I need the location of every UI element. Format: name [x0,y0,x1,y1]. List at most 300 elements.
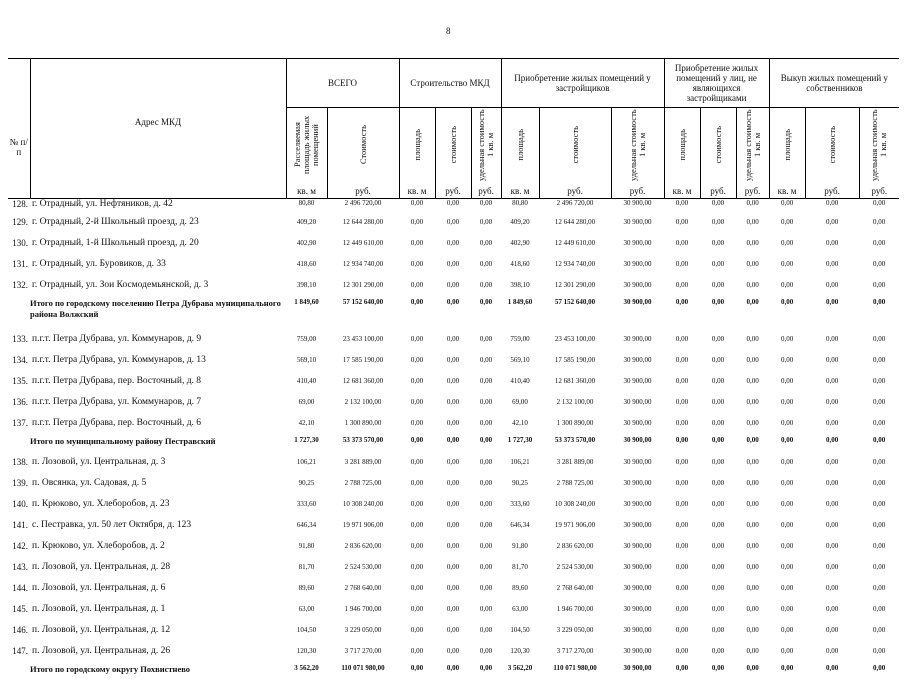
cell-o-cost: 0,00 [700,253,736,274]
cell-d-area: 569,10 [501,349,539,370]
cell-o-cost: 0,00 [700,412,736,433]
cell-d-unit: 30 900,00 [611,253,664,274]
cell-o-area: 0,00 [664,370,700,391]
header-buyout-area: площадь [783,129,792,161]
cell-cost: 2 768 640,00 [327,577,399,598]
cell-d-cost: 12 934 740,00 [539,253,611,274]
cell-b-cost: 0,00 [435,253,471,274]
header-dev-unit: удельная стоимость 1 кв. м [629,108,647,182]
cell-r-unit: 0,00 [859,370,899,391]
cell-d-area: 81,70 [501,556,539,577]
cell-o-cost: 0,00 [700,328,736,349]
unit-label: кв. м [501,184,539,199]
cell-d-cost: 12 644 280,00 [539,211,611,232]
cell-d-area: 91,80 [501,535,539,556]
cell-area: 402,90 [286,232,327,253]
cell-r-area: 0,00 [769,619,805,640]
cell-d-area: 402,90 [501,232,539,253]
cell-r-cost: 0,00 [805,328,859,349]
header-total-area: Расселяемая площадь жилых помещений [293,108,320,182]
total-row [8,295,899,328]
cell-b-unit: 0,00 [471,433,501,451]
unit-label: руб. [805,184,859,199]
cell-b-area: 0,00 [399,295,435,328]
cell-area: 42,10 [286,412,327,433]
cell-area: 1 727,30 [286,433,327,451]
cell-d-area: 89,60 [501,577,539,598]
cell-r-area: 0,00 [769,577,805,598]
row-address: г. Отрадный, ул. Зои Космодемьянской, д. 3 [30,274,286,295]
total-row [8,661,899,679]
cell-cost: 12 449 610,00 [327,232,399,253]
cell-r-unit: 0,00 [859,619,899,640]
row-number: 132. [8,274,30,295]
cell-area: 646,34 [286,514,327,535]
cell-r-cost: 0,00 [805,433,859,451]
cell-d-area: 398,10 [501,274,539,295]
cell-o-unit: 0,00 [736,535,769,556]
cell-r-unit: 0,00 [859,598,899,619]
cell-r-area: 0,00 [769,328,805,349]
cell-cost: 2 496 720,00 [327,199,399,212]
cell-o-area: 0,00 [664,412,700,433]
cell-b-cost: 0,00 [435,661,471,679]
cell-b-unit: 0,00 [471,556,501,577]
cell-r-area: 0,00 [769,433,805,451]
cell-d-area: 63,00 [501,598,539,619]
cell-r-cost: 0,00 [805,232,859,253]
cell-d-cost: 23 453 100,00 [539,328,611,349]
cell-d-cost: 2 496 720,00 [539,199,611,212]
cell-r-cost: 0,00 [805,295,859,328]
cell-o-cost: 0,00 [700,370,736,391]
cell-r-cost: 0,00 [805,412,859,433]
cell-cost: 23 453 100,00 [327,328,399,349]
cell-r-unit: 0,00 [859,451,899,472]
cell-d-unit: 30 900,00 [611,391,664,412]
cell-d-unit: 30 900,00 [611,328,664,349]
cell-r-unit: 0,00 [859,295,899,328]
cell-area: 63,00 [286,598,327,619]
cell-r-area: 0,00 [769,493,805,514]
cell-d-area: 333,60 [501,493,539,514]
row-number: 131. [8,253,30,274]
table-row [8,391,899,412]
cell-o-cost: 0,00 [700,232,736,253]
table-row [8,451,899,472]
cell-area: 80,80 [286,199,327,212]
cell-area: 120,30 [286,640,327,661]
cell-r-unit: 0,00 [859,199,899,212]
header-total-cost: Стоимость [359,125,368,164]
cell-d-unit: 30 900,00 [611,232,664,253]
header-group-developers: Приобретение жилых помещений у застройщиков [501,59,664,108]
cell-cost: 3 717 270,00 [327,640,399,661]
cell-o-unit: 0,00 [736,577,769,598]
unit-label: кв. м [664,184,700,199]
table-row [8,370,899,391]
unit-label: руб. [736,184,769,199]
cell-d-unit: 30 900,00 [611,556,664,577]
cell-d-area: 759,00 [501,328,539,349]
cell-d-unit: 30 900,00 [611,349,664,370]
cell-o-unit: 0,00 [736,211,769,232]
cell-o-area: 0,00 [664,232,700,253]
cell-r-cost: 0,00 [805,535,859,556]
table-row [8,556,899,577]
cell-d-cost: 2 524 530,00 [539,556,611,577]
page-number: 8 [446,26,451,36]
cell-b-cost: 0,00 [435,295,471,328]
header-nondev-cost: стоимость [714,126,723,163]
cell-b-unit: 0,00 [471,328,501,349]
table-row [8,535,899,556]
unit-label: руб. [859,184,899,199]
table-row [8,412,899,433]
cell-d-area: 3 562,20 [501,661,539,679]
cell-b-unit: 0,00 [471,232,501,253]
cell-r-cost: 0,00 [805,514,859,535]
cell-d-area: 80,80 [501,199,539,212]
total-label: Итого по городскому округу Похвистнево [8,661,286,679]
unit-label: руб. [539,184,611,199]
cell-r-cost: 0,00 [805,199,859,212]
cell-b-unit: 0,00 [471,274,501,295]
cell-d-area: 409,20 [501,211,539,232]
cell-cost: 1 946 700,00 [327,598,399,619]
cell-b-unit: 0,00 [471,514,501,535]
cell-r-area: 0,00 [769,295,805,328]
header-build-cost: стоимость [449,126,458,163]
cell-r-unit: 0,00 [859,556,899,577]
cell-d-cost: 17 585 190,00 [539,349,611,370]
cell-r-cost: 0,00 [805,253,859,274]
cell-cost: 2 524 530,00 [327,556,399,577]
cell-o-area: 0,00 [664,640,700,661]
cell-d-area: 1 727,30 [501,433,539,451]
cell-o-unit: 0,00 [736,274,769,295]
cell-b-cost: 0,00 [435,274,471,295]
cell-cost: 110 071 980,00 [327,661,399,679]
cell-cost: 2 788 725,00 [327,472,399,493]
cell-o-cost: 0,00 [700,295,736,328]
cell-b-cost: 0,00 [435,514,471,535]
cell-r-cost: 0,00 [805,274,859,295]
cell-r-unit: 0,00 [859,514,899,535]
cell-r-cost: 0,00 [805,370,859,391]
cell-b-unit: 0,00 [471,199,501,212]
cell-d-area: 69,00 [501,391,539,412]
cell-o-cost: 0,00 [700,472,736,493]
cell-d-cost: 2 836 620,00 [539,535,611,556]
cell-d-area: 1 849,60 [501,295,539,328]
cell-r-area: 0,00 [769,274,805,295]
unit-label: руб. [471,184,501,199]
cell-o-unit: 0,00 [736,472,769,493]
row-address: п.г.т. Петра Дубрава, ул. Коммунаров, д. 9 [30,328,286,349]
cell-o-unit: 0,00 [736,451,769,472]
cell-d-cost: 2 768 640,00 [539,577,611,598]
cell-r-unit: 0,00 [859,661,899,679]
header-group-nondevelopers: Приобретение жилых помещений у лиц, не являющихся застройщиками [664,59,769,108]
cell-o-area: 0,00 [664,295,700,328]
cell-r-unit: 0,00 [859,391,899,412]
cell-area: 333,60 [286,493,327,514]
cell-o-cost: 0,00 [700,661,736,679]
cell-d-cost: 12 449 610,00 [539,232,611,253]
cell-o-area: 0,00 [664,472,700,493]
cell-d-cost: 53 373 570,00 [539,433,611,451]
cell-area: 759,00 [286,328,327,349]
cell-b-area: 0,00 [399,514,435,535]
row-number: 143. [8,556,30,577]
cell-o-cost: 0,00 [700,493,736,514]
row-address: п.г.т. Петра Дубрава, ул. Коммунаров, д. 7 [30,391,286,412]
cell-o-unit: 0,00 [736,493,769,514]
table-row [8,514,899,535]
cell-o-unit: 0,00 [736,253,769,274]
cell-r-cost: 0,00 [805,640,859,661]
row-address: п.г.т. Петра Дубрава, пер. Восточный, д. 8 [30,370,286,391]
total-label: Итого по городскому поселению Петра Дубрава муниципального района Волжский [8,295,286,328]
cell-b-unit: 0,00 [471,370,501,391]
header-buyout-cost: стоимость [828,126,837,163]
cell-d-unit: 30 900,00 [611,199,664,212]
cell-area: 410,40 [286,370,327,391]
row-address: п. Лозовой, ул. Центральная, д. 26 [30,640,286,661]
unit-label: кв. м [399,184,435,199]
cell-b-cost: 0,00 [435,391,471,412]
cell-b-area: 0,00 [399,493,435,514]
resettlement-table [8,58,899,679]
cell-r-area: 0,00 [769,661,805,679]
cell-o-unit: 0,00 [736,370,769,391]
cell-d-unit: 30 900,00 [611,412,664,433]
table-row [8,577,899,598]
cell-cost: 17 585 190,00 [327,349,399,370]
row-number: 135. [8,370,30,391]
cell-d-area: 104,50 [501,619,539,640]
cell-r-area: 0,00 [769,451,805,472]
cell-o-area: 0,00 [664,556,700,577]
row-number: 140. [8,493,30,514]
header-dev-cost: стоимость [571,126,580,163]
cell-b-area: 0,00 [399,577,435,598]
cell-b-area: 0,00 [399,451,435,472]
cell-o-area: 0,00 [664,433,700,451]
header-address: Адрес МКД [30,59,286,185]
cell-area: 1 849,60 [286,295,327,328]
cell-o-unit: 0,00 [736,556,769,577]
cell-cost: 12 681 360,00 [327,370,399,391]
row-address: п. Лозовой, ул. Центральная, д. 3 [30,451,286,472]
cell-d-unit: 30 900,00 [611,211,664,232]
cell-cost: 12 301 290,00 [327,274,399,295]
cell-b-area: 0,00 [399,472,435,493]
cell-o-cost: 0,00 [700,598,736,619]
cell-r-area: 0,00 [769,640,805,661]
header-build-unit: удельная стоимость 1 кв. м [477,108,495,182]
unit-label: кв. м [286,184,327,199]
cell-o-unit: 0,00 [736,349,769,370]
row-address: г. Отрадный, 1-й Школьный проезд, д. 20 [30,232,286,253]
cell-b-area: 0,00 [399,619,435,640]
row-number: 142. [8,535,30,556]
cell-r-cost: 0,00 [805,349,859,370]
cell-area: 69,00 [286,391,327,412]
cell-b-unit: 0,00 [471,598,501,619]
cell-area: 104,50 [286,619,327,640]
table-row [8,349,899,370]
cell-cost: 12 644 280,00 [327,211,399,232]
table-row [8,493,899,514]
cell-r-unit: 0,00 [859,535,899,556]
cell-r-cost: 0,00 [805,577,859,598]
cell-r-cost: 0,00 [805,598,859,619]
row-address: г. Отрадный, ул. Нефтяников, д. 42 [30,199,286,212]
cell-d-cost: 2 788 725,00 [539,472,611,493]
header-nondev-unit: удельная стоимость 1 кв. м [744,108,762,182]
row-number: 144. [8,577,30,598]
cell-d-unit: 30 900,00 [611,295,664,328]
cell-b-unit: 0,00 [471,535,501,556]
row-number: 128. [8,199,30,212]
row-address: п. Крюково, ул. Хлеборобов, д. 2 [30,535,286,556]
cell-d-unit: 30 900,00 [611,493,664,514]
row-address: г. Отрадный, 2-й Школьный проезд, д. 23 [30,211,286,232]
cell-d-area: 418,60 [501,253,539,274]
cell-b-cost: 0,00 [435,472,471,493]
header-dev-area: площадь [516,129,525,161]
cell-o-cost: 0,00 [700,619,736,640]
cell-b-area: 0,00 [399,232,435,253]
cell-o-cost: 0,00 [700,349,736,370]
cell-d-unit: 30 900,00 [611,661,664,679]
cell-d-unit: 30 900,00 [611,472,664,493]
cell-b-cost: 0,00 [435,232,471,253]
table-row [8,598,899,619]
cell-area: 81,70 [286,556,327,577]
cell-cost: 10 308 240,00 [327,493,399,514]
cell-o-area: 0,00 [664,211,700,232]
cell-d-unit: 30 900,00 [611,370,664,391]
cell-d-unit: 30 900,00 [611,598,664,619]
cell-r-area: 0,00 [769,556,805,577]
table-row [8,640,899,661]
cell-b-cost: 0,00 [435,493,471,514]
cell-o-unit: 0,00 [736,295,769,328]
cell-area: 106,21 [286,451,327,472]
cell-o-area: 0,00 [664,199,700,212]
cell-b-area: 0,00 [399,391,435,412]
unit-label: кв. м [769,184,805,199]
row-address: п. Крюково, ул. Хлеборобов, д. 23 [30,493,286,514]
cell-cost: 57 152 640,00 [327,295,399,328]
cell-b-cost: 0,00 [435,598,471,619]
cell-area: 569,10 [286,349,327,370]
cell-r-area: 0,00 [769,211,805,232]
cell-area: 3 562,20 [286,661,327,679]
cell-o-unit: 0,00 [736,391,769,412]
unit-label: руб. [700,184,736,199]
cell-b-unit: 0,00 [471,211,501,232]
cell-o-cost: 0,00 [700,451,736,472]
row-address: п.г.т. Петра Дубрава, пер. Восточный, д. 6 [30,412,286,433]
table-row [8,211,899,232]
cell-o-cost: 0,00 [700,274,736,295]
cell-cost: 19 971 906,00 [327,514,399,535]
cell-o-area: 0,00 [664,328,700,349]
cell-b-cost: 0,00 [435,433,471,451]
cell-b-unit: 0,00 [471,472,501,493]
cell-cost: 3 229 050,00 [327,619,399,640]
cell-b-cost: 0,00 [435,199,471,212]
row-number: 129. [8,211,30,232]
cell-area: 409,20 [286,211,327,232]
cell-d-unit: 30 900,00 [611,577,664,598]
row-number: 146. [8,619,30,640]
cell-area: 90,25 [286,472,327,493]
cell-d-cost: 10 308 240,00 [539,493,611,514]
cell-r-cost: 0,00 [805,619,859,640]
cell-d-area: 410,40 [501,370,539,391]
cell-b-cost: 0,00 [435,640,471,661]
cell-r-area: 0,00 [769,349,805,370]
cell-o-unit: 0,00 [736,619,769,640]
cell-o-area: 0,00 [664,535,700,556]
cell-o-cost: 0,00 [700,514,736,535]
cell-b-cost: 0,00 [435,370,471,391]
row-number: 147. [8,640,30,661]
cell-b-area: 0,00 [399,199,435,212]
unit-label: руб. [327,184,399,199]
header-num: № п/п [8,59,30,185]
cell-r-cost: 0,00 [805,556,859,577]
cell-b-unit: 0,00 [471,577,501,598]
cell-d-unit: 30 900,00 [611,433,664,451]
cell-cost: 53 373 570,00 [327,433,399,451]
cell-d-area: 646,34 [501,514,539,535]
table-row [8,472,899,493]
row-number: 136. [8,391,30,412]
cell-d-cost: 12 681 360,00 [539,370,611,391]
unit-label: руб. [435,184,471,199]
table-row [8,253,899,274]
cell-o-cost: 0,00 [700,535,736,556]
cell-r-unit: 0,00 [859,232,899,253]
cell-b-area: 0,00 [399,556,435,577]
cell-b-unit: 0,00 [471,412,501,433]
cell-b-cost: 0,00 [435,451,471,472]
cell-b-unit: 0,00 [471,295,501,328]
cell-r-area: 0,00 [769,391,805,412]
cell-b-area: 0,00 [399,640,435,661]
cell-d-area: 106,21 [501,451,539,472]
cell-b-unit: 0,00 [471,349,501,370]
cell-b-cost: 0,00 [435,328,471,349]
cell-b-cost: 0,00 [435,412,471,433]
table-row [8,328,899,349]
cell-area: 398,10 [286,274,327,295]
header-build-area: площадь [413,129,422,161]
header-buyout-unit: удельная стоимость 1 кв. м [870,108,888,182]
row-number: 137. [8,412,30,433]
cell-cost: 2 836 620,00 [327,535,399,556]
cell-o-cost: 0,00 [700,211,736,232]
cell-o-area: 0,00 [664,391,700,412]
cell-r-area: 0,00 [769,199,805,212]
cell-o-unit: 0,00 [736,199,769,212]
